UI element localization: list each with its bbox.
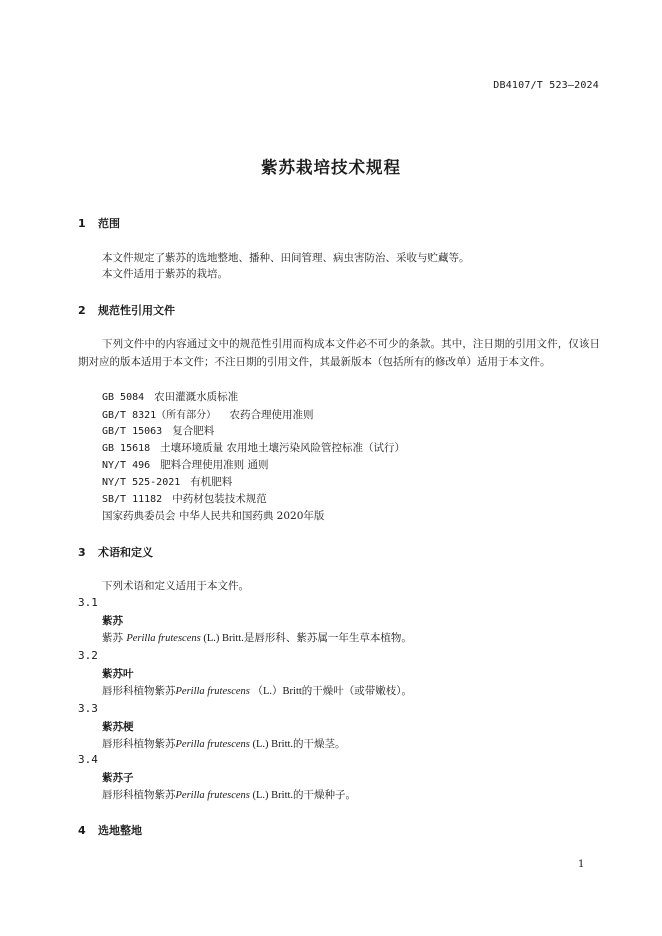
reference-item: NY/T 525-2021 有机肥料 — [102, 476, 233, 488]
term-definition: 紫苏 Perilla frutescens (L.) Britt.是唇形科、紫苏属一年生草本植物。 — [102, 632, 412, 644]
section-title: 术语和定义 — [98, 546, 153, 559]
section-title: 规范性引用文件 — [98, 304, 175, 317]
section-heading-2 — [78, 302, 175, 318]
term-number: 3.2 — [78, 649, 98, 662]
reference-item: NY/T 496 肥料合理使用准则 通则 — [102, 459, 269, 471]
section-heading-3 — [78, 544, 153, 560]
reference-item: 国家药典委员会 中华人民共和国药典 2020年版 — [102, 510, 325, 522]
scope-paragraph-2: 本文件适用于紫苏的栽培。 — [102, 268, 228, 280]
reference-item: GB/T 15063 复合肥料 — [102, 425, 215, 437]
document-title: 紫苏栽培技术规程 — [261, 158, 401, 177]
section-number: 2 — [78, 304, 86, 317]
page-number: 1 — [578, 859, 585, 870]
reference-item: GB 5084 农田灌溉水质标准 — [102, 391, 239, 403]
reference-item: SB/T 11182 中药材包装技术规范 — [102, 493, 267, 505]
reference-item: GB 15618 土壤环境质量 农用地土壤污染风险管控标准（试行） — [102, 442, 406, 454]
section-number: 1 — [78, 217, 86, 230]
section-title: 范围 — [98, 217, 120, 230]
term-definition: 唇形科植物紫苏Perilla frutescens (L.) Britt.的干燥种子。 — [102, 789, 357, 801]
term-name: 紫苏叶 — [102, 668, 134, 680]
section-number: 4 — [78, 824, 86, 837]
term-definition: 唇形科植物紫苏Perilla frutescens （L.）Britt的干燥叶（或带嫩枝）。 — [102, 685, 413, 697]
normative-references-intro: 下列文件中的内容通过文中的规范性引用而构成本文件必不可少的条款。其中，注日期的引用文件，仅该日期对应的版本适用于本文件；不注日期的引用文件，其最新版本（包括所有的修改单）适用于本文件。 — [78, 338, 600, 368]
section-title: 选地整地 — [98, 824, 142, 837]
term-name: 紫苏梗 — [102, 721, 134, 733]
section-heading-1 — [78, 215, 120, 231]
term-name: 紫苏子 — [102, 772, 134, 784]
term-number: 3.4 — [78, 753, 98, 766]
section-heading-4 — [78, 822, 142, 838]
term-number: 3.1 — [78, 596, 98, 609]
term-definition: 唇形科植物紫苏Perilla frutescens (L.) Britt.的干燥茎。 — [102, 738, 346, 750]
term-number: 3.3 — [78, 702, 98, 715]
document-code: DB4107/T 523—2024 — [493, 80, 599, 91]
reference-item: GB/T 8321（所有部分） 农药合理使用准则 — [102, 409, 314, 421]
terms-intro: 下列术语和定义适用于本文件。 — [102, 580, 249, 592]
section-number: 3 — [78, 546, 86, 559]
term-name: 紫苏 — [102, 615, 123, 627]
scope-paragraph-1: 本文件规定了紫苏的选地整地、播种、田间管理、病虫害防治、采收与贮藏等。 — [102, 252, 470, 264]
